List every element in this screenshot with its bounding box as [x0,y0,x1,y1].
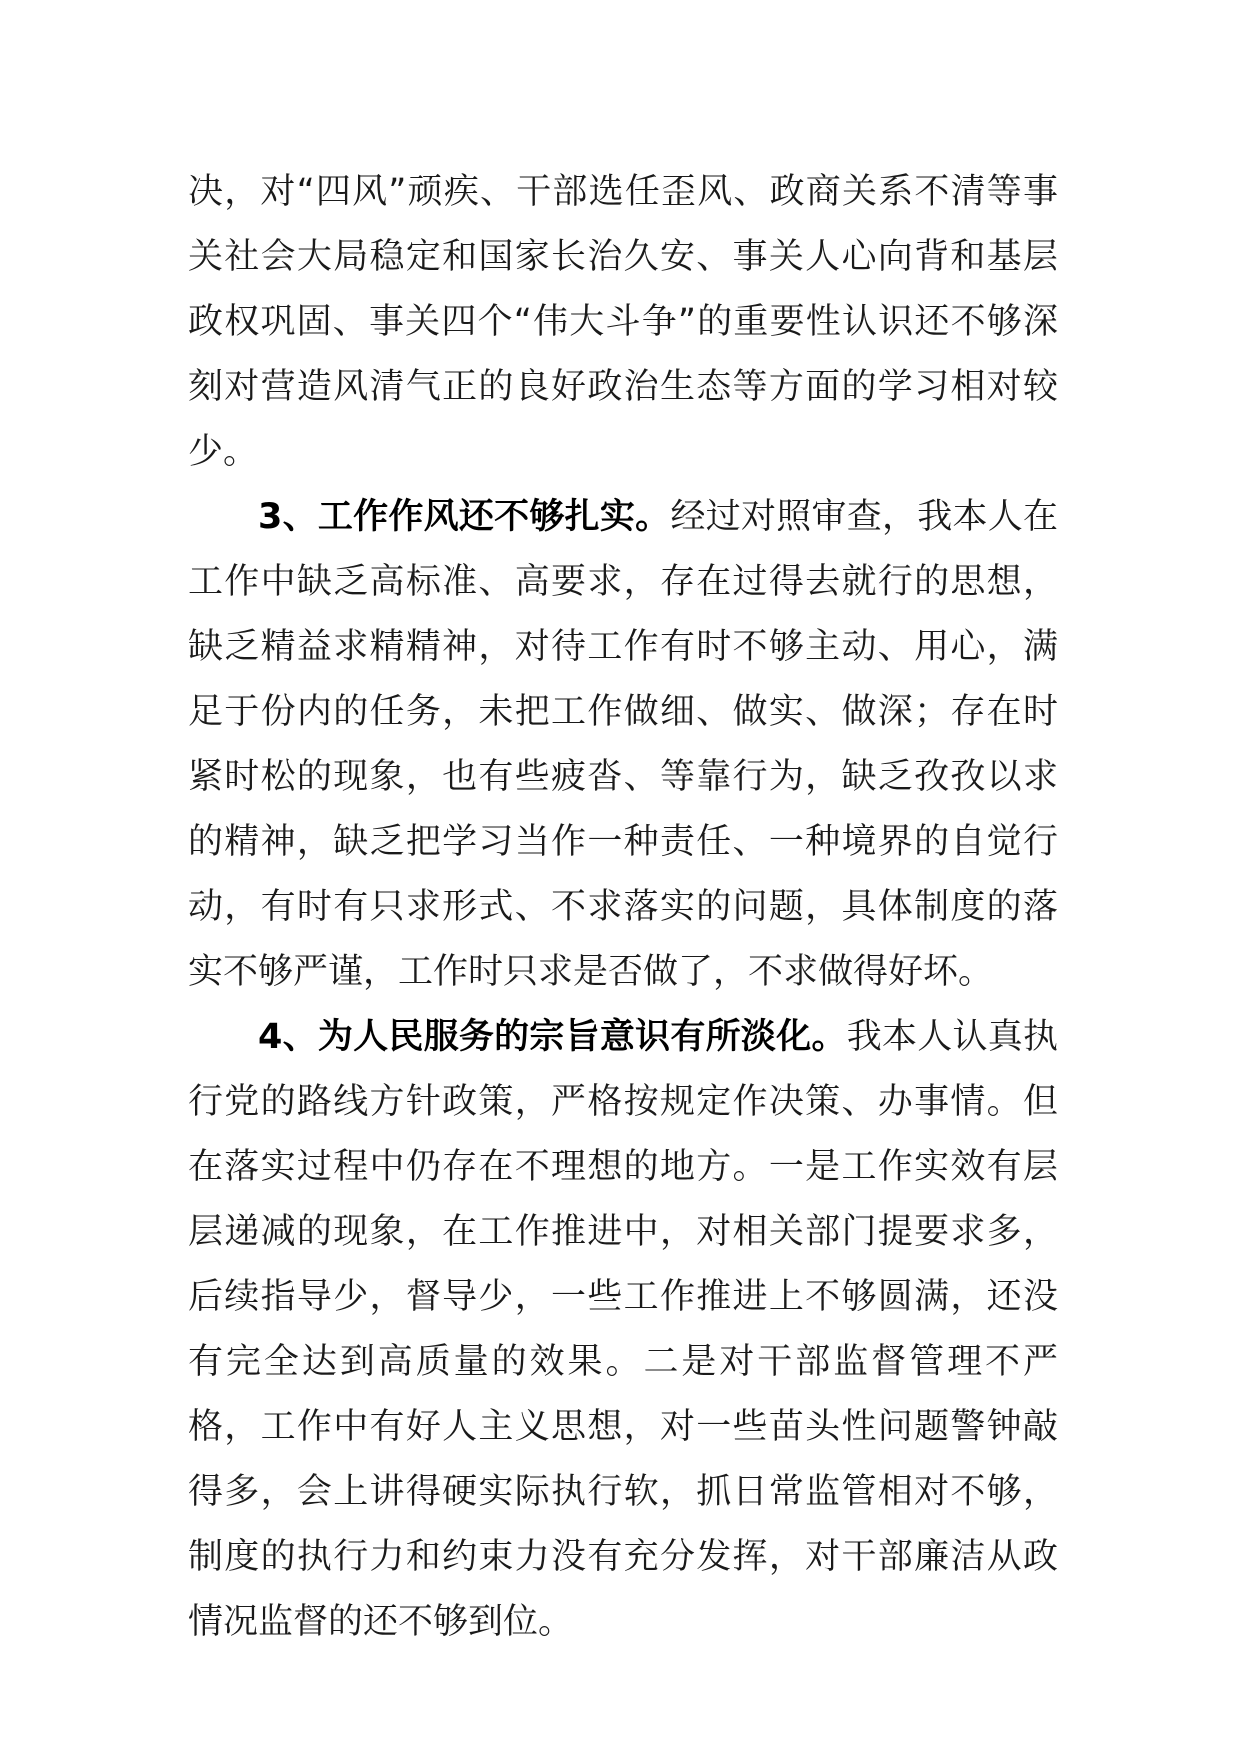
paragraph-continuation [188,160,1058,485]
paragraph-text: 经过对照审查，我本人在工作中缺乏高标准、高要求，存在过得去就行的思想，缺乏精益求精精神，对待工作有时不够主动、用心，满足于份内的任务，未把工作做细、做实、做深；存在时紧时松的现象，也有些疲沓、等靠行为，缺乏孜孜以求的精神，缺乏把学习当作一种责任、一种境界的自觉行动，有时有只求形式、不求落实的问题，具体制度的落实不够严谨，工作时只求是否做了，不求做得好坏。 [188,497,1058,992]
paragraph-heading: 3、工作作风还不够扎实。 [258,497,671,537]
paragraph-text: 决，对“四风”顽疾、干部选任歪风、政商关系不清等事关社会大局稳定和国家长治久安、事关人心向背和基层政权巩固、事关四个“伟大斗争”的重要性认识还不够深刻对营造风清气正的良好政治生态等方面的学习相对较少。 [188,172,1058,472]
paragraph-work-style [188,485,1058,1005]
paragraph-service-purpose [188,1005,1058,1655]
paragraph-heading: 4、为人民服务的宗旨意识有所淡化。 [258,1017,847,1057]
paragraph-text: 我本人认真执行党的路线方针政策，严格按规定作决策、办事情。但在落实过程中仍存在不理想的地方。一是工作实效有层层递减的现象，在工作推进中，对相关部门提要求多，后续指导少，督导少，一些工作推进上不够圆满，还没有完全达到高质量的效果。二是对干部监督管理不严格，工作中有好人主义思想，对一些苗头性问题警钟敲得多，会上讲得硬实际执行软，抓日常监管相对不够，制度的执行力和约束力没有充分发挥，对干部廉洁从政情况监督的还不够到位。 [188,1017,1058,1642]
document-body [188,160,1058,1655]
